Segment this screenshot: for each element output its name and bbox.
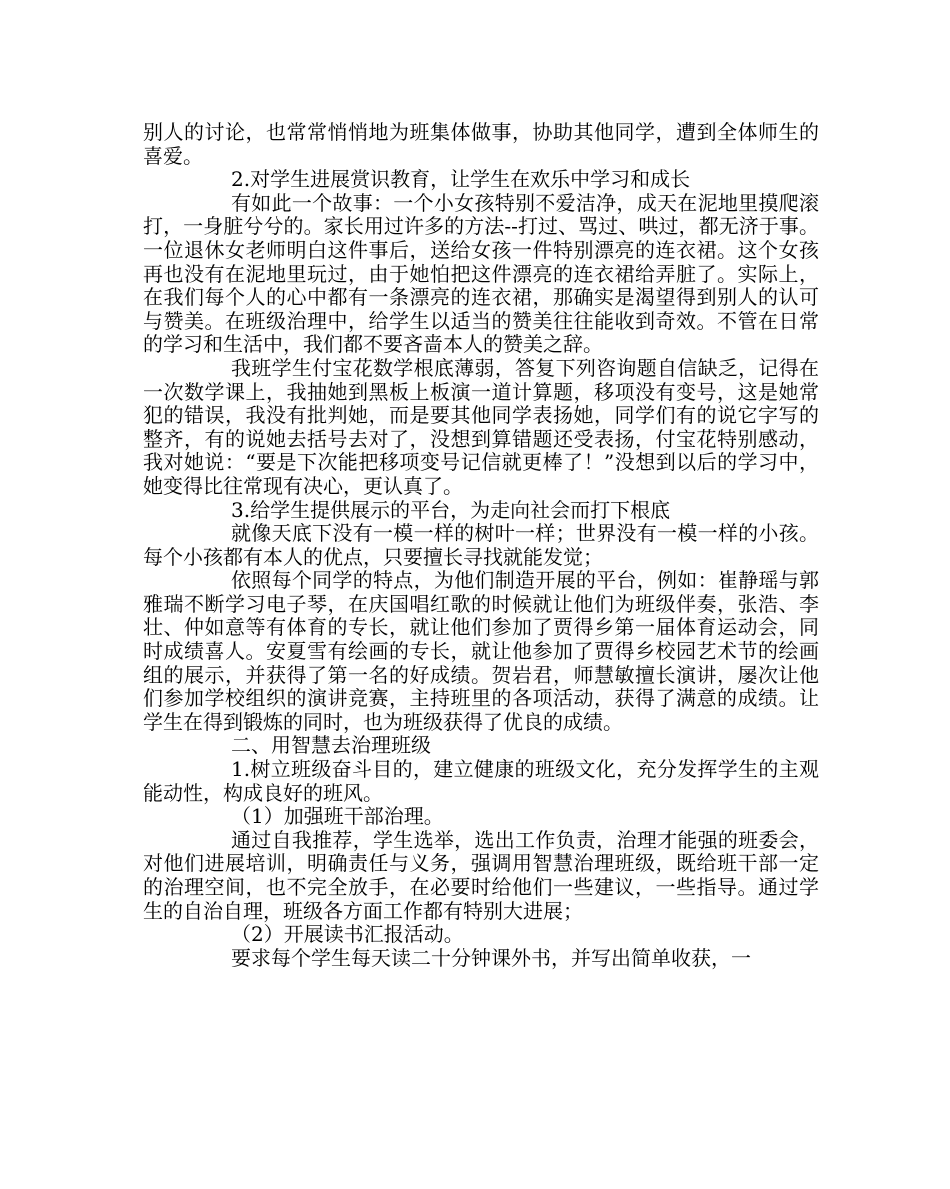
section-heading: 2.对学生进展赏识教育，让学生在欢乐中学习和成长 xyxy=(231,167,691,192)
paragraph: 要求每个学生每天读二十分钟课外书，并写出简单收获，一 xyxy=(231,945,751,970)
paragraph: 我班学生付宝花数学根底薄弱，答复下列咨询题自信缺乏，记得在一次数学课上，我抽她到黑板上板演一道计算题，移项没有变号，这是她常犯的错误，我没有批判她，而是要其他同学表扬她，同学们有的说它字写的整齐，有的说她去括号去对了，没想到算错题还受表扬，付宝花特别感动，我对她说：“要是下次能把移项变号记信就更棒了！”没想到以后的学习中，她变得比往常现有决心，更认真了。 xyxy=(143,355,819,498)
paragraph: 有如此一个故事：一个小女孩特别不爱洁净，成天在泥地里摸爬滚打，一身脏兮兮的。家长用过许多的方法--打过、骂过、哄过，都无济于事。一位退休女老师明白这件事后，送给女孩一件特别漂亮的连衣裙。这个女孩再也没有在泥地里玩过，由于她怕把这件漂亮的连衣裙给弄脏了。实际上，在我们每个人的心中都有一条漂亮的连衣裙，那确实是渴望得到别人的认可与赞美。在班级治理中，给学生以适当的赞美往往能收到奇效。不管在日常的学习和生活中，我们都不要吝啬本人的赞美之辞。 xyxy=(143,190,819,357)
paragraph: 通过自我推荐，学生选举，选出工作负责，治理才能强的班委会，对他们进展培训，明确责任与义务，强调用智慧治理班级，既给班干部一定的治理空间，也不完全放手，在必要时给他们一些建议，一些指导。通过学生的自治自理，班级各方面工作都有特别大进展； xyxy=(143,827,819,923)
paragraph: 依照每个同学的特点，为他们制造开展的平台，例如：崔静瑶与郭雅瑞不断学习电子琴，在庆国唱红歌的时候就让他们为班级伴奏，张浩、李壮、仲如意等有体育的专长，就让他们参加了贾得乡第一届体育运动会，同时成绩喜人。安夏雪有绘画的专长，就让他参加了贾得乡校园艺术节的绘画组的展示，并获得了第一名的好成绩。贺岩君，师慧敏擅长演讲，屡次让他们参加学校组织的演讲竞赛，主持班里的各项活动，获得了满意的成绩。让学生在得到锻炼的同时，也为班级获得了优良的成绩。 xyxy=(143,568,819,734)
section-heading: 3.给学生提供展示的平台，为走向社会而打下根底 xyxy=(231,497,671,522)
paragraph: 就像天底下没有一模一样的树叶一样；世界没有一模一样的小孩。每个小孩都有本人的优点，只要擅长寻找就能发觉； xyxy=(143,521,819,569)
paragraph: 别人的讨论，也常常悄悄地为班集体做事，协助其他同学，遭到全体师生的喜爱。 xyxy=(143,120,819,168)
subsection-heading: （1）加强班干部治理。 xyxy=(231,804,444,829)
document-body xyxy=(143,121,819,970)
subsection-heading: （2）开展读书汇报活动。 xyxy=(231,922,464,947)
paragraph: 1.树立班级奋斗目的，建立健康的班级文化，充分发挥学生的主观能动性，构成良好的班风。 xyxy=(143,757,819,805)
section-heading: 二、用智慧去治理班级 xyxy=(231,733,431,758)
